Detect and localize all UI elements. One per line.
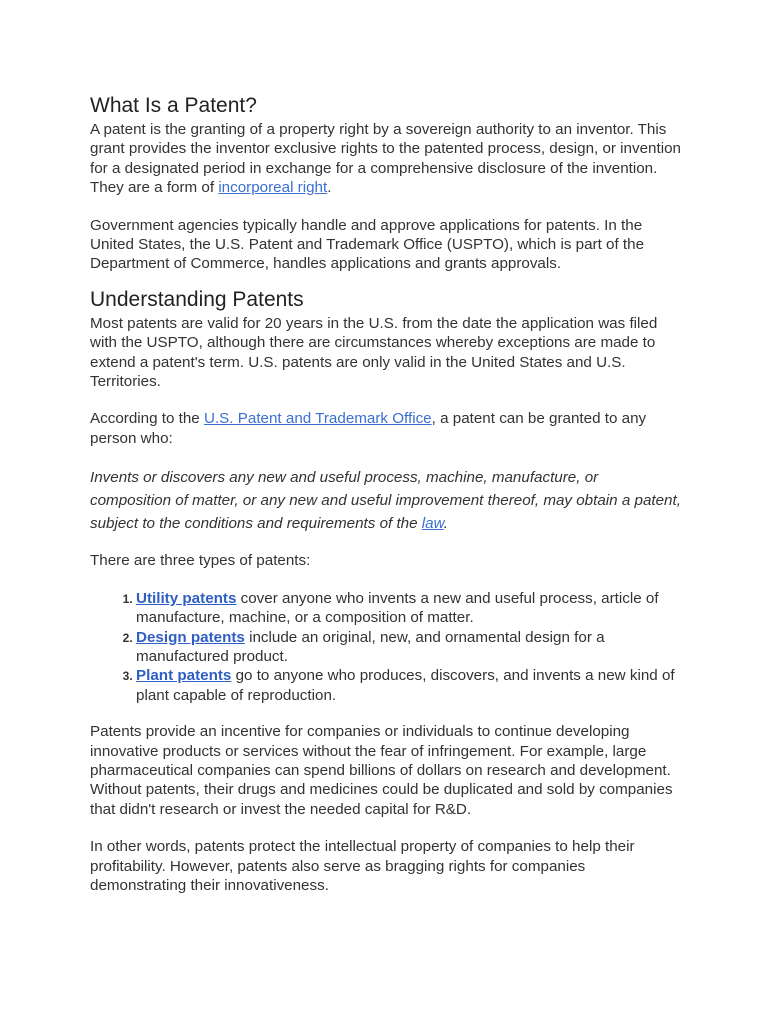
list-item-plant xyxy=(136,666,682,705)
paragraph-government-agencies: Government agencies typically handle and approve applications for patents. In the United States, the U.S. Patent and Trademark Office (USPTO), which is part of the Department of Commerce, handles applications and grants approvals. xyxy=(90,216,645,273)
list-item-utility xyxy=(136,589,682,628)
link-uspto[interactable]: U.S. Patent and Trademark Office xyxy=(203,410,432,428)
quote-eligibility xyxy=(90,466,682,535)
paragraph-validity: Most patents are valid for 20 years in the U.S. from the date the application was filed with the USPTO, although there are circumstances whereby exceptions are made to extend a patent's term. U.S. patents are only valid in the United States and U.S. Territories. xyxy=(90,314,658,391)
link-plant-patents[interactable]: Plant patents xyxy=(136,667,232,685)
quote-eligibility-end: . xyxy=(443,515,448,533)
paragraph-in-other-words: In other words, patents protect the intellectual property of companies to help their profitability. However, patents also serve as bragging rights for companies demonstrating their innovativeness. xyxy=(90,838,635,894)
paragraph-uspto-end: , a patent can be granted to any person who: xyxy=(90,410,647,447)
paragraph-uspto xyxy=(90,409,682,448)
list-item-design xyxy=(136,628,682,667)
link-incorporeal-right[interactable]: incorporeal right xyxy=(218,179,328,197)
paragraph-types-intro: There are three types of patents: xyxy=(90,552,311,570)
paragraph-definition xyxy=(90,120,682,198)
paragraph-definition-end: . xyxy=(327,179,332,197)
list-item-utility-text: cover anyone who invents a new and useful process, article of manufacture, machine, or a composition of matter. xyxy=(136,589,659,627)
link-design-patents[interactable]: Design patents xyxy=(136,628,245,646)
paragraph-uspto-start: According to the xyxy=(90,410,204,428)
list-item-design-text: include an original, new, and ornamental design for a manufactured product. xyxy=(136,628,605,665)
paragraph-definition-text: A patent is the granting of a property right by a sovereign authority to an inventor. This grant provides the inventor exclusive rights to the patented process, design, or invention for a designated period in exchange for a comprehensive disclosure of the invention. They are a form of xyxy=(90,121,681,197)
paragraph-incentive: Patents provide an incentive for companies or individuals to continue developing innovative products or services without the fear of infringement. For example, large pharmaceutical companies can spend billions of dollars on research and development. Without patents, their drugs and medicines could be duplicated and sold by companies that didn't research or invest the needed capital for R&D. xyxy=(90,723,673,818)
link-utility-patents[interactable]: Utility patents xyxy=(136,589,237,607)
list-patent-types xyxy=(90,589,682,705)
document-page xyxy=(90,92,682,895)
heading-what-is-a-patent: What Is a Patent? xyxy=(90,94,257,117)
link-law[interactable]: law xyxy=(421,515,444,533)
heading-understanding-patents: Understanding Patents xyxy=(90,287,304,311)
quote-eligibility-text: Invents or discovers any new and useful process, machine, manufacture, or composition of matter, or any new and useful improvement thereof, may obtain a patent, subject to the conditions and requirements of the xyxy=(90,469,681,533)
list-item-plant-text: go to anyone who produces, discovers, and invents a new kind of plant capable of reproduction. xyxy=(136,667,675,704)
